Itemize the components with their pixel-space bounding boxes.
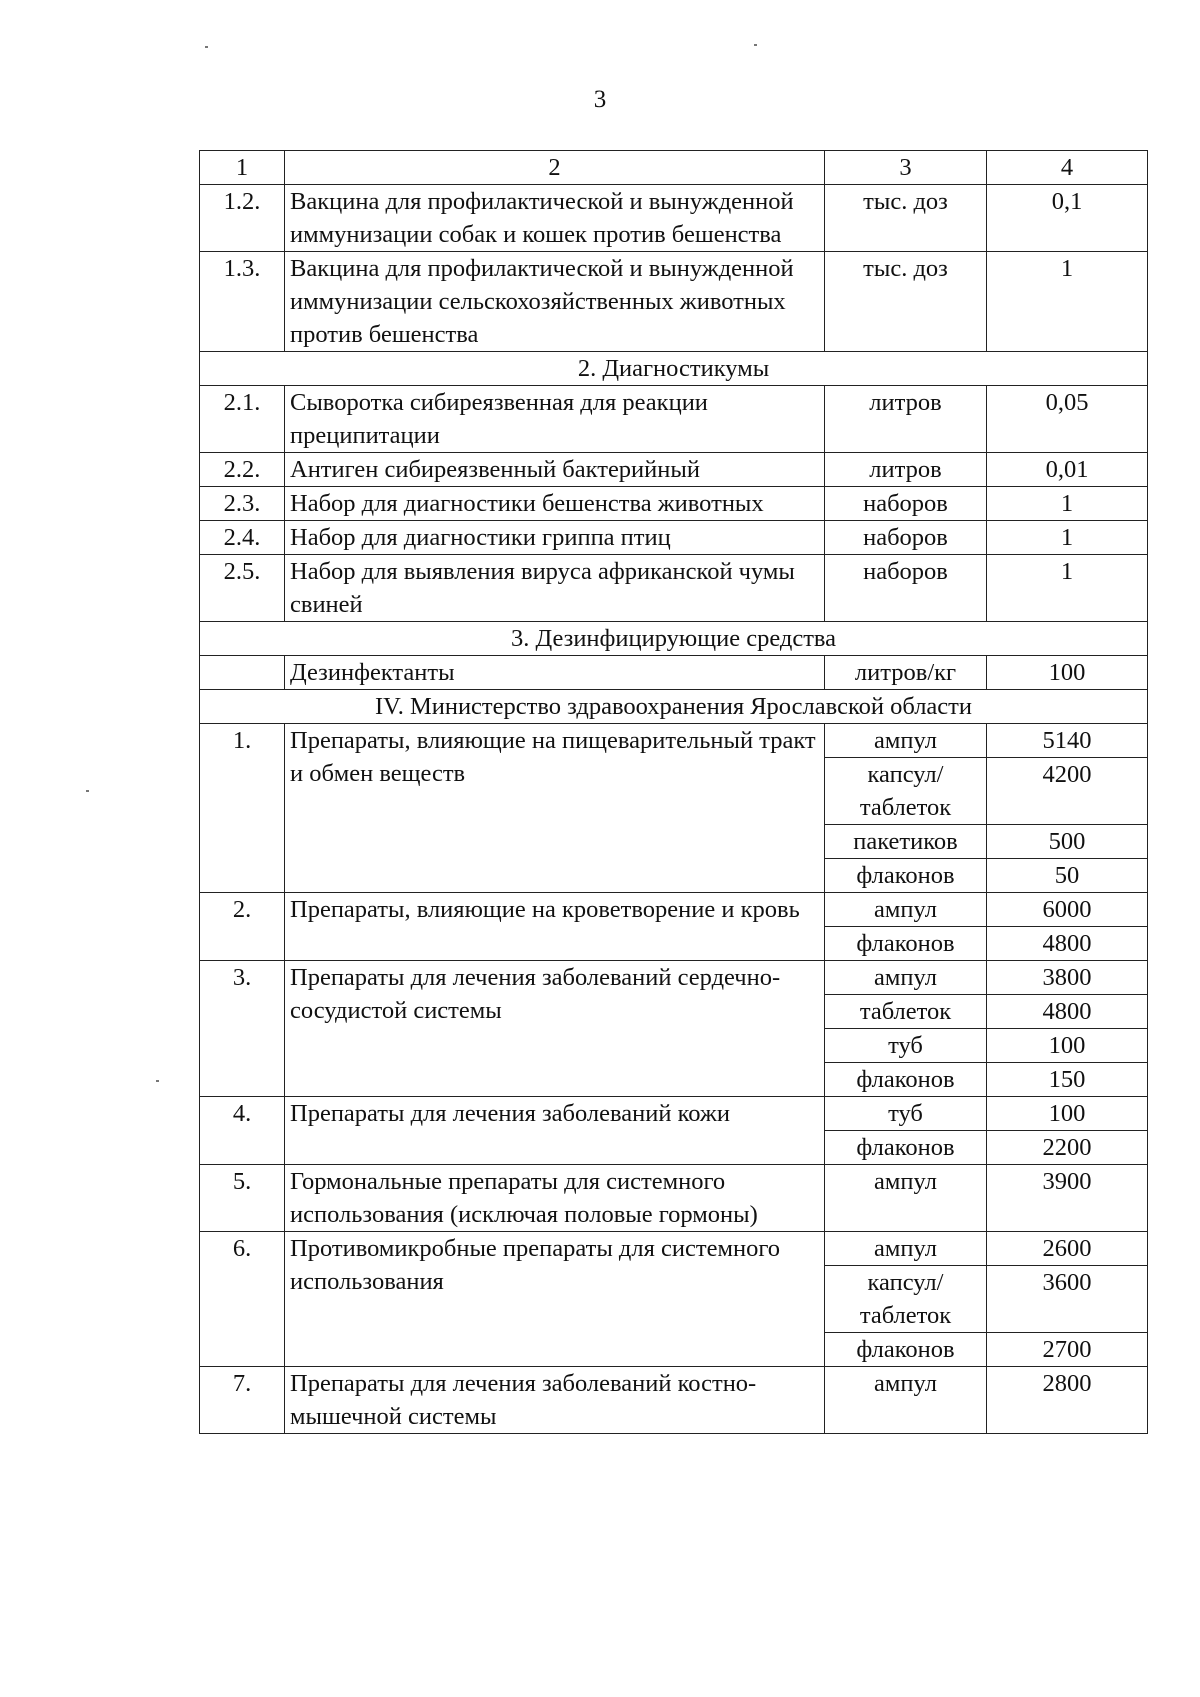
row-number: 2.3. [200,487,285,521]
unit-cell: литров [825,386,987,453]
unit-cell: флаконов [825,1131,987,1165]
row-number: 1.3. [200,252,285,352]
quantity-cell: 0,05 [987,386,1148,453]
item-name: Набор для выявления вируса африканской чумы свиней [285,555,825,622]
unit-cell: литров/кг [825,656,987,690]
table-row [200,893,1148,927]
unit-cell: ампул [825,1165,987,1232]
quantity-cell: 100 [987,656,1148,690]
table-row [200,487,1148,521]
unit-cell: наборов [825,555,987,622]
section-title: 2. Диагностикумы [200,352,1148,386]
supplies-table [199,150,1148,1434]
table-body [200,151,1148,1434]
table-row [200,453,1148,487]
row-number: 3. [200,961,285,1097]
table-row [200,1367,1148,1434]
row-number: 1.2. [200,185,285,252]
item-name: Противомикробные препараты для системного использования [285,1232,825,1367]
scan-speck [156,1080,159,1082]
item-name: Набор для диагностики бешенства животных [285,487,825,521]
quantity-cell: 1 [987,487,1148,521]
unit-cell: ампул [825,961,987,995]
table-row [200,521,1148,555]
table-row [200,961,1148,995]
item-name: Вакцина для профилактической и вынужденной иммунизации сельскохозяйственных животных против бешенства [285,252,825,352]
item-name: Антиген сибиреязвенный бактерийный [285,453,825,487]
unit-cell: флаконов [825,927,987,961]
unit-cell: наборов [825,487,987,521]
quantity-cell: 3600 [987,1266,1148,1333]
table-row [200,386,1148,453]
section-title: IV. Министерство здравоохранения Ярославской области [200,690,1148,724]
table-row [200,656,1148,690]
header-col-2: 2 [285,151,825,185]
item-name: Дезинфектанты [285,656,825,690]
row-number: 2. [200,893,285,961]
scan-speck [754,44,757,46]
unit-cell: ампул [825,893,987,927]
row-number: 2.1. [200,386,285,453]
item-name: Препараты, влияющие на пищеварительный тракт и обмен веществ [285,724,825,893]
row-number: 7. [200,1367,285,1434]
row-number: 2.2. [200,453,285,487]
unit-cell: тыс. доз [825,252,987,352]
quantity-cell: 1 [987,521,1148,555]
unit-cell: тыс. доз [825,185,987,252]
row-number: 2.5. [200,555,285,622]
header-row [200,151,1148,185]
quantity-cell: 3900 [987,1165,1148,1232]
page-number: 3 [593,86,607,113]
row-number: 1. [200,724,285,893]
quantity-cell: 4800 [987,927,1148,961]
quantity-cell: 6000 [987,893,1148,927]
item-name: Препараты, влияющие на кроветворение и кровь [285,893,825,961]
table-row [200,1097,1148,1131]
section-row [200,622,1148,656]
quantity-cell: 50 [987,859,1148,893]
unit-cell: флаконов [825,1333,987,1367]
quantity-cell: 2800 [987,1367,1148,1434]
unit-cell: туб [825,1029,987,1063]
section-title: 3. Дезинфицирующие средства [200,622,1148,656]
quantity-cell: 2600 [987,1232,1148,1266]
unit-cell: литров [825,453,987,487]
table-row [200,185,1148,252]
row-number: 4. [200,1097,285,1165]
quantity-cell: 4800 [987,995,1148,1029]
item-name: Препараты для лечения заболеваний кожи [285,1097,825,1165]
quantity-cell: 2200 [987,1131,1148,1165]
table-row [200,1232,1148,1266]
unit-cell: пакетиков [825,825,987,859]
quantity-cell: 0,1 [987,185,1148,252]
unit-cell: флаконов [825,859,987,893]
unit-cell: таблеток [825,995,987,1029]
quantity-cell: 100 [987,1029,1148,1063]
row-number: 6. [200,1232,285,1367]
row-number: 2.4. [200,521,285,555]
unit-cell: капсул/ таблеток [825,1266,987,1333]
table-row [200,724,1148,758]
header-col-1: 1 [200,151,285,185]
section-row [200,352,1148,386]
unit-cell: ампул [825,1367,987,1434]
table-row [200,555,1148,622]
scan-speck [86,790,89,792]
quantity-cell: 1 [987,252,1148,352]
table-row [200,1165,1148,1232]
row-number [200,656,285,690]
item-name: Сыворотка сибиреязвенная для реакции преципитации [285,386,825,453]
section-row [200,690,1148,724]
item-name: Вакцина для профилактической и вынужденной иммунизации собак и кошек против бешенства [285,185,825,252]
quantity-cell: 1 [987,555,1148,622]
table-row [200,252,1148,352]
quantity-cell: 150 [987,1063,1148,1097]
item-name: Препараты для лечения заболеваний костно-мышечной системы [285,1367,825,1434]
unit-cell: ампул [825,1232,987,1266]
quantity-cell: 5140 [987,724,1148,758]
header-col-4: 4 [987,151,1148,185]
item-name: Гормональные препараты для системного использования (исключая половые гормоны) [285,1165,825,1232]
quantity-cell: 500 [987,825,1148,859]
item-name: Препараты для лечения заболеваний сердечно-сосудистой системы [285,961,825,1097]
unit-cell: туб [825,1097,987,1131]
unit-cell: ампул [825,724,987,758]
quantity-cell: 2700 [987,1333,1148,1367]
quantity-cell: 100 [987,1097,1148,1131]
row-number: 5. [200,1165,285,1232]
quantity-cell: 0,01 [987,453,1148,487]
unit-cell: наборов [825,521,987,555]
scan-speck [205,46,208,48]
unit-cell: флаконов [825,1063,987,1097]
quantity-cell: 3800 [987,961,1148,995]
item-name: Набор для диагностики гриппа птиц [285,521,825,555]
header-col-3: 3 [825,151,987,185]
unit-cell: капсул/ таблеток [825,758,987,825]
quantity-cell: 4200 [987,758,1148,825]
